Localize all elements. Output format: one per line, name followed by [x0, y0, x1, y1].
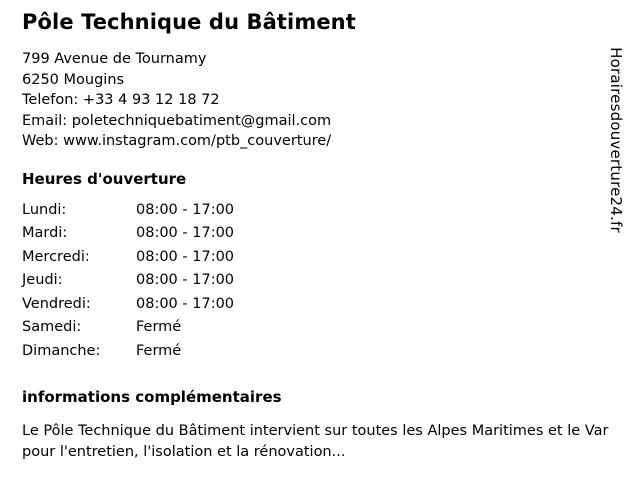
- hours-day-label: Mercredi:: [22, 248, 90, 265]
- watermark-text: Horairesdouverture24.fr: [607, 47, 625, 233]
- email-line: Email: poletechniquebatiment@gmail.com: [22, 112, 332, 129]
- hours-day-label: Lundi:: [22, 201, 67, 218]
- table-row: [22, 343, 234, 367]
- additional-info-text: Le Pôle Technique du Bâtiment intervient sur toutes les Alpes Maritimes et le Var pour l'entretien, l'isolation et la rénovation...: [22, 422, 609, 460]
- phone-line: Telefon: +33 4 93 12 18 72: [22, 92, 220, 109]
- page-title: Pôle Technique du Bâtiment: [22, 10, 356, 34]
- table-row: [22, 272, 234, 296]
- hours-day-value: 08:00 - 17:00: [136, 225, 235, 242]
- hours-day-value: 08:00 - 17:00: [136, 295, 235, 312]
- watermark: [607, 0, 638, 480]
- hours-day-value: Fermé: [136, 342, 182, 359]
- business-info-card: [22, 10, 614, 477]
- street-address: 799 Avenue de Tournamy: [22, 51, 207, 68]
- contact-block: [22, 49, 614, 152]
- table-row: [22, 296, 234, 320]
- hours-day-value: 08:00 - 17:00: [136, 201, 235, 218]
- table-row: [22, 225, 234, 249]
- hours-day-value: 08:00 - 17:00: [136, 248, 235, 265]
- hours-day-label: Jeudi:: [22, 272, 63, 289]
- table-row: [22, 319, 234, 343]
- hours-day-label: Vendredi:: [22, 295, 91, 312]
- hours-day-label: Dimanche:: [22, 342, 101, 359]
- city-line: 6250 Mougins: [22, 71, 125, 88]
- opening-hours-heading: Heures d'ouverture: [22, 169, 187, 188]
- table-row: [22, 249, 234, 273]
- table-row: [22, 202, 234, 226]
- hours-day-value: 08:00 - 17:00: [136, 272, 235, 289]
- website-line: Web: www.instagram.com/ptb_couverture/: [22, 133, 332, 150]
- opening-hours-table: [22, 202, 234, 367]
- additional-info-heading: informations complémentaires: [22, 388, 282, 407]
- hours-day-value: Fermé: [136, 319, 182, 336]
- hours-day-label: Mardi:: [22, 225, 68, 242]
- hours-day-label: Samedi:: [22, 319, 82, 336]
